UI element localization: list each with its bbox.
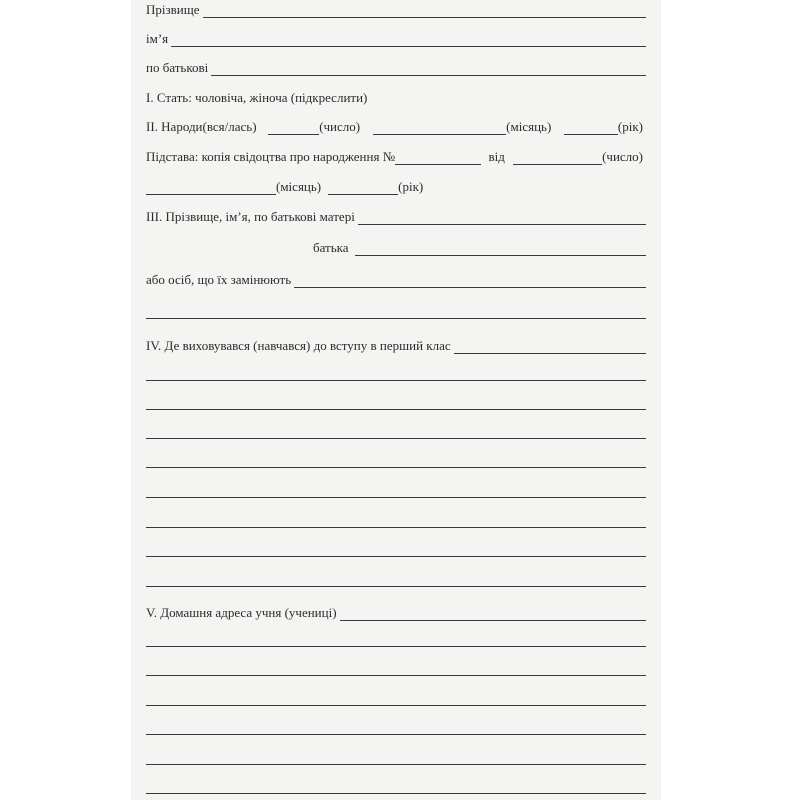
name-field[interactable] <box>171 31 646 47</box>
birth-day-label: (число) <box>319 119 361 134</box>
section5-line[interactable] <box>146 793 646 794</box>
from-label: від <box>488 149 505 164</box>
section4-line[interactable] <box>146 438 646 439</box>
section5-field[interactable] <box>340 605 646 621</box>
section4-line[interactable] <box>146 497 646 498</box>
birth-row <box>146 117 646 135</box>
father-field[interactable] <box>355 240 646 256</box>
section4-label: IV. Де виховувався (навчався) до вступу в перший клас <box>146 338 451 353</box>
section4-line[interactable] <box>146 527 646 528</box>
section4-line[interactable] <box>146 380 646 381</box>
basis-year-label: (рік) <box>398 179 424 194</box>
patronymic-field[interactable] <box>211 60 646 76</box>
section5-line[interactable] <box>146 705 646 706</box>
basis-month-label: (місяць) <box>276 179 322 194</box>
section4-line[interactable] <box>146 556 646 557</box>
sex-row <box>146 88 646 106</box>
basis-date-row <box>146 177 646 195</box>
birth-day-field[interactable] <box>268 119 320 135</box>
surname-field[interactable] <box>203 2 646 18</box>
birth-year-field[interactable] <box>564 119 618 135</box>
born-label: II. Народи(вся/лась) <box>146 119 257 134</box>
father-label: батька <box>313 240 349 255</box>
parents-label: III. Прізвище, ім’я, по батькові матері <box>146 209 355 224</box>
section5-line[interactable] <box>146 764 646 765</box>
section5-row <box>146 603 646 621</box>
basis-label: Підстава: копія свідоцтва про народження № <box>146 149 396 164</box>
guardians-extra-line[interactable] <box>146 318 646 319</box>
section5-line[interactable] <box>146 646 646 647</box>
section5-line[interactable] <box>146 734 646 735</box>
name-label: ім’я <box>146 31 169 46</box>
name-row <box>146 29 646 47</box>
section4-field[interactable] <box>454 338 646 354</box>
guardians-row <box>146 270 646 288</box>
basis-year-field[interactable] <box>328 179 398 195</box>
birth-month-label: (місяць) <box>506 119 552 134</box>
section5-label: V. Домашня адреса учня (учениці) <box>146 605 337 620</box>
basis-day-field[interactable] <box>513 149 602 165</box>
section5-line[interactable] <box>146 675 646 676</box>
guardians-label: або осіб, що їх замінюють <box>146 272 292 287</box>
basis-row <box>146 147 646 165</box>
birth-year-label: (рік) <box>617 119 643 134</box>
section4-line[interactable] <box>146 467 646 468</box>
patronymic-row <box>146 58 646 76</box>
father-row <box>313 238 646 256</box>
mother-field[interactable] <box>358 209 646 225</box>
surname-label: Прізвище <box>146 2 200 17</box>
birth-month-field[interactable] <box>373 119 506 135</box>
section4-line[interactable] <box>146 586 646 587</box>
sex-line: I. Стать: чоловіча, жіноча (підкреслити) <box>146 90 368 105</box>
basis-month-field[interactable] <box>146 179 276 195</box>
mother-row <box>146 207 646 225</box>
basis-day-label: (число) <box>602 149 643 164</box>
section4-line[interactable] <box>146 409 646 410</box>
certificate-number-field[interactable] <box>395 149 480 165</box>
section4-row <box>146 336 646 354</box>
guardians-field[interactable] <box>294 272 646 288</box>
patronymic-label: по батькові <box>146 60 209 75</box>
surname-row <box>146 0 646 18</box>
